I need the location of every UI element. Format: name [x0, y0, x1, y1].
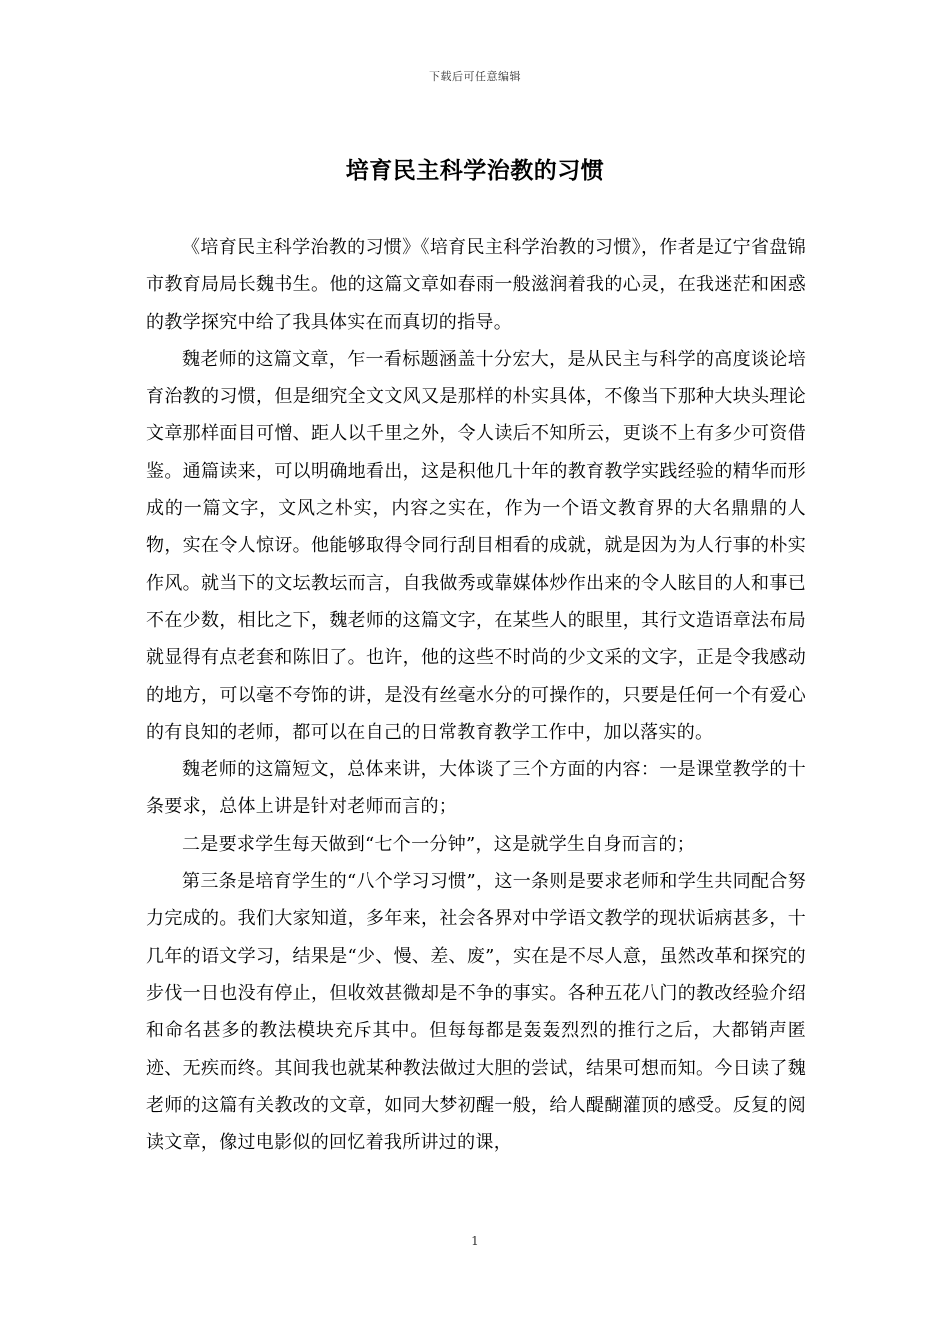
paragraph: 魏老师的这篇文章，乍一看标题涵盖十分宏大，是从民主与科学的高度谈论培育治教的习惯，但是细究全文文风又是那样的朴实具体，不像当下那种大块头理论文章那样面目可憎、距人以千里之外，令人读后不知所云，更谈不上有多少可资借鉴。通篇读来，可以明确地看出，这是积他几十年的教育教学实践经验的精华而形成的一篇文字，文风之朴实，内容之实在，作为一个语文教育界的大名鼎鼎的人物，实在令人惊讶。他能够取得令同行刮目相看的成就，就是因为为人行事的朴实作风。就当下的文坛教坛而言，自我做秀或靠媒体炒作出来的令人眩目的人和事已不在少数，相比之下，魏老师的这篇文字，在某些人的眼里，其行文造语章法布局就显得有点老套和陈旧了。也许，他的这些不时尚的少文采的文字，正是令我感动的地方，可以毫不夸饰的讲，是没有丝毫水分的可操作的，只要是任何一个有爱心的有良知的老师，都可以在自己的日常教育教学工作中，加以落实的。: [146, 348, 806, 743]
paragraph: 《培育民主科学治教的习惯》《培育民主科学治教的习惯》，作者是辽宁省盘锦市教育局局长魏书生。他的这篇文章如春雨一般滋润着我的心灵，在我迷茫和困惑的教学探究中给了我具体实在而真切的指导。: [146, 237, 806, 333]
header-note: 下载后可任意编辑: [429, 70, 521, 83]
paragraph: 第三条是培育学生的“八个学习习惯”，这一条则是要求老师和学生共同配合努力完成的。我们大家知道，多年来，社会各界对中学语文教学的现状诟病甚多，十几年的语文学习，结果是“少、慢、差、废”，实在是不尽人意，虽然改革和探究的步伐一日也没有停止，但收效甚微却是不争的事实。各种五花八门的教改经验介绍和命名甚多的教法模块充斥其中。但每每都是轰轰烈烈的推行之后，大都销声匿迹、无疾而终。其间我也就某种教法做过大胆的尝试，结果可想而知。今日读了魏老师的这篇有关教改的文章，如同大梦初醒一般，给人醍醐灌顶的感受。反复的阅读文章，像过电影似的回忆着我所讲过的课，: [146, 871, 806, 1154]
page-number: 1: [471, 1234, 479, 1248]
document-title: 培育民主科学治教的习惯: [345, 157, 605, 184]
paragraph: 二是要求学生每天做到“七个一分钟”，这是就学生自身而言的；: [182, 833, 696, 855]
paragraph: 魏老师的这篇短文，总体来讲，大体谈了三个方面的内容：一是课堂教学的十条要求，总体上讲是针对老师而言的；: [146, 759, 806, 818]
document-body: [146, 229, 806, 1161]
